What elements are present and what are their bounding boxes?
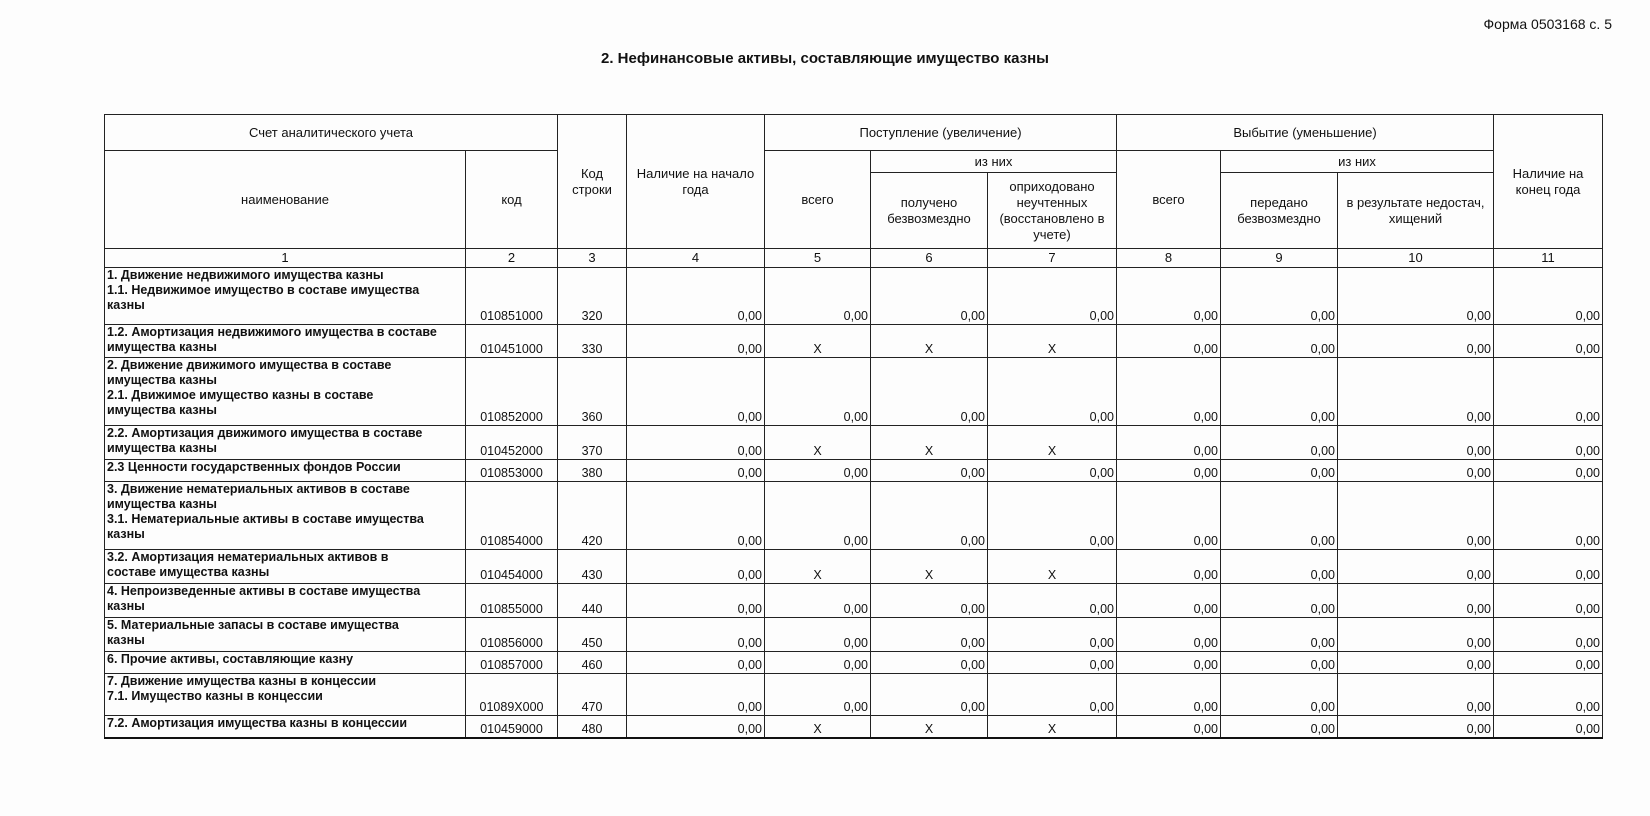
value-cell: 0,00: [627, 460, 765, 482]
disposal-total-header: всего: [1117, 151, 1221, 249]
value-cell: 0,00: [1117, 358, 1221, 426]
value-cell: 0,00: [1117, 618, 1221, 652]
row-name-line: 2. Движение движимого имущества в составе: [107, 358, 392, 372]
value-cell: 0,00: [1338, 268, 1494, 325]
line-code: 330: [558, 325, 627, 358]
value-cell: 0,00: [627, 268, 765, 325]
row-name-line: 3. Движение нематериальных активов в составе: [107, 482, 410, 496]
value-cell: X: [765, 325, 871, 358]
value-cell: 0,00: [1221, 426, 1338, 460]
table-row: [105, 584, 1603, 618]
value-cell: 0,00: [1494, 716, 1603, 738]
account-code: 010452000: [466, 426, 558, 460]
account-code: 010851000: [466, 268, 558, 325]
value-cell: 0,00: [1338, 550, 1494, 584]
row-name-line: 7.2. Амортизация имущества казны в концессии: [107, 716, 407, 730]
begin-balance-header: Наличие на начало года: [627, 115, 765, 249]
row-name-line: имущества казны: [107, 441, 217, 455]
value-cell: 0,00: [1338, 358, 1494, 426]
value-cell: 0,00: [627, 482, 765, 550]
value-cell: 0,00: [627, 426, 765, 460]
transferred-free-header: передано безвозмездно: [1221, 173, 1338, 249]
value-cell: 0,00: [988, 584, 1117, 618]
value-cell: 0,00: [627, 584, 765, 618]
value-cell: 0,00: [1338, 716, 1494, 738]
value-cell: 0,00: [1221, 674, 1338, 716]
value-cell: 0,00: [1117, 584, 1221, 618]
row-name: [105, 460, 466, 482]
line-code: 360: [558, 358, 627, 426]
row-name-line: 6. Прочие активы, составляющие казну: [107, 652, 354, 666]
receipt-header: Поступление (увеличение): [765, 115, 1117, 151]
value-cell: 0,00: [627, 550, 765, 584]
section-title: 2. Нефинансовые активы, составляющие имущество казны: [601, 50, 1049, 67]
account-code: 010852000: [466, 358, 558, 426]
value-cell: 0,00: [627, 716, 765, 738]
row-name: [105, 482, 466, 550]
value-cell: 0,00: [988, 460, 1117, 482]
received-free-header: получено безвозмездно: [871, 173, 988, 249]
value-cell: X: [871, 550, 988, 584]
account-code: 010459000: [466, 716, 558, 738]
row-name-line: 1.1. Недвижимое имущество в составе имущества: [107, 283, 420, 297]
name-header: наименование: [105, 151, 466, 249]
row-name-line: имущества казны: [107, 403, 217, 417]
value-cell: 0,00: [1221, 325, 1338, 358]
table-row: [105, 268, 1603, 325]
value-cell: 0,00: [627, 652, 765, 674]
table-row: [105, 325, 1603, 358]
shortage-header: в результате недостач, хищений: [1338, 173, 1494, 249]
value-cell: 0,00: [765, 482, 871, 550]
row-name-line: 1. Движение недвижимого имущества казны: [107, 268, 384, 282]
value-cell: X: [765, 550, 871, 584]
line-code: 420: [558, 482, 627, 550]
table-row: [105, 426, 1603, 460]
account-code: 010853000: [466, 460, 558, 482]
value-cell: 0,00: [765, 460, 871, 482]
value-cell: 0,00: [1338, 426, 1494, 460]
value-cell: 0,00: [988, 674, 1117, 716]
value-cell: 0,00: [1494, 358, 1603, 426]
table-row: [105, 460, 1603, 482]
value-cell: 0,00: [765, 358, 871, 426]
value-cell: 0,00: [1117, 268, 1221, 325]
assets-table: [104, 114, 1603, 739]
value-cell: 0,00: [1494, 652, 1603, 674]
value-cell: 0,00: [1117, 482, 1221, 550]
column-number: 7: [988, 249, 1117, 268]
value-cell: 0,00: [765, 618, 871, 652]
value-cell: X: [871, 325, 988, 358]
column-number: 1: [105, 249, 466, 268]
column-number: 2: [466, 249, 558, 268]
account-code: 01089Х000: [466, 674, 558, 716]
row-name: [105, 325, 466, 358]
value-cell: 0,00: [1221, 584, 1338, 618]
value-cell: 0,00: [1494, 325, 1603, 358]
table-row: [105, 482, 1603, 550]
value-cell: 0,00: [1117, 325, 1221, 358]
table-row: [105, 618, 1603, 652]
line-code: 380: [558, 460, 627, 482]
value-cell: 0,00: [871, 358, 988, 426]
value-cell: 0,00: [1338, 460, 1494, 482]
value-cell: 0,00: [1221, 652, 1338, 674]
value-cell: 0,00: [1221, 482, 1338, 550]
column-number: 4: [627, 249, 765, 268]
value-cell: 0,00: [1494, 674, 1603, 716]
row-name-line: казны: [107, 298, 145, 312]
value-cell: X: [871, 426, 988, 460]
account-code: 010857000: [466, 652, 558, 674]
disposal-header: Выбытие (уменьшение): [1117, 115, 1494, 151]
value-cell: X: [765, 716, 871, 738]
row-name-line: 2.3 Ценности государственных фондов России: [107, 460, 401, 474]
value-cell: 0,00: [627, 358, 765, 426]
line-code: 440: [558, 584, 627, 618]
row-name: [105, 550, 466, 584]
disposal-of-which-header: из них: [1221, 151, 1494, 173]
row-name-line: 4. Непроизведенные активы в составе имущества: [107, 584, 421, 598]
value-cell: 0,00: [988, 268, 1117, 325]
value-cell: 0,00: [1494, 618, 1603, 652]
table-row: [105, 358, 1603, 426]
table-row: [105, 716, 1603, 738]
value-cell: 0,00: [871, 460, 988, 482]
line-code-header: Код строки: [558, 115, 627, 249]
value-cell: 0,00: [1494, 482, 1603, 550]
line-code: 460: [558, 652, 627, 674]
line-code: 450: [558, 618, 627, 652]
code-header: код: [466, 151, 558, 249]
value-cell: 0,00: [1117, 550, 1221, 584]
form-reference: Форма 0503168 с. 5: [1483, 16, 1612, 32]
value-cell: 0,00: [1117, 460, 1221, 482]
table-row: [105, 652, 1603, 674]
row-name-line: 3.2. Амортизация нематериальных активов в: [107, 550, 389, 564]
column-number: 9: [1221, 249, 1338, 268]
account-code: 010856000: [466, 618, 558, 652]
value-cell: X: [765, 426, 871, 460]
account-code: 010451000: [466, 325, 558, 358]
value-cell: 0,00: [988, 652, 1117, 674]
line-code: 480: [558, 716, 627, 738]
value-cell: 0,00: [1494, 584, 1603, 618]
column-number: 6: [871, 249, 988, 268]
row-name-line: 5. Материальные запасы в составе имущества: [107, 618, 399, 632]
column-number: 8: [1117, 249, 1221, 268]
table-row: [105, 550, 1603, 584]
row-name-line: 7.1. Имущество казны в концессии: [107, 689, 323, 703]
row-name: [105, 618, 466, 652]
account-code: 010855000: [466, 584, 558, 618]
row-name-line: 2.1. Движимое имущество казны в составе: [107, 388, 374, 402]
line-code: 320: [558, 268, 627, 325]
value-cell: 0,00: [871, 652, 988, 674]
value-cell: X: [988, 550, 1117, 584]
value-cell: 0,00: [1338, 652, 1494, 674]
value-cell: 0,00: [871, 618, 988, 652]
value-cell: 0,00: [1117, 716, 1221, 738]
table-row: [105, 674, 1603, 716]
value-cell: X: [988, 716, 1117, 738]
value-cell: X: [988, 325, 1117, 358]
row-name: [105, 268, 466, 325]
value-cell: 0,00: [1117, 426, 1221, 460]
row-name-line: казны: [107, 599, 145, 613]
column-number: 3: [558, 249, 627, 268]
value-cell: 0,00: [1494, 268, 1603, 325]
value-cell: 0,00: [1338, 618, 1494, 652]
line-code: 370: [558, 426, 627, 460]
value-cell: 0,00: [627, 618, 765, 652]
row-name-line: 7. Движение имущества казны в концессии: [107, 674, 377, 688]
value-cell: X: [871, 716, 988, 738]
value-cell: 0,00: [1338, 674, 1494, 716]
account-code: 010454000: [466, 550, 558, 584]
value-cell: 0,00: [1338, 482, 1494, 550]
value-cell: 0,00: [1221, 716, 1338, 738]
row-name-line: казны: [107, 633, 145, 647]
receipt-of-which-header: из них: [871, 151, 1117, 173]
row-name: [105, 584, 466, 618]
account-header: Счет аналитического учета: [105, 115, 558, 151]
value-cell: 0,00: [765, 652, 871, 674]
value-cell: 0,00: [988, 482, 1117, 550]
end-balance-header: Наличие на конец года: [1494, 115, 1603, 249]
value-cell: 0,00: [627, 325, 765, 358]
row-name-line: имущества казны: [107, 373, 217, 387]
value-cell: 0,00: [1117, 674, 1221, 716]
column-number: 11: [1494, 249, 1603, 268]
row-name-line: 2.2. Амортизация движимого имущества в составе: [107, 426, 423, 440]
value-cell: 0,00: [1494, 460, 1603, 482]
line-code: 430: [558, 550, 627, 584]
value-cell: 0,00: [1221, 358, 1338, 426]
value-cell: 0,00: [871, 268, 988, 325]
value-cell: 0,00: [871, 674, 988, 716]
row-name-line: 3.1. Нематериальные активы в составе имущества: [107, 512, 424, 526]
value-cell: 0,00: [1221, 268, 1338, 325]
value-cell: 0,00: [1494, 426, 1603, 460]
value-cell: 0,00: [1117, 652, 1221, 674]
value-cell: 0,00: [871, 482, 988, 550]
column-number: 10: [1338, 249, 1494, 268]
value-cell: 0,00: [1494, 550, 1603, 584]
row-name-line: составе имущества казны: [107, 565, 270, 579]
value-cell: 0,00: [765, 674, 871, 716]
value-cell: 0,00: [1221, 460, 1338, 482]
receipt-total-header: всего: [765, 151, 871, 249]
row-name: [105, 652, 466, 674]
row-name: [105, 426, 466, 460]
value-cell: X: [988, 426, 1117, 460]
value-cell: 0,00: [765, 584, 871, 618]
value-cell: 0,00: [1221, 550, 1338, 584]
value-cell: 0,00: [1221, 618, 1338, 652]
row-name-line: казны: [107, 527, 145, 541]
value-cell: 0,00: [1338, 584, 1494, 618]
value-cell: 0,00: [871, 584, 988, 618]
row-name-line: имущества казны: [107, 340, 217, 354]
unrecorded-header: оприходовано неучтенных (восстановлено в учете): [988, 173, 1117, 249]
value-cell: 0,00: [1338, 325, 1494, 358]
row-name-line: имущества казны: [107, 497, 217, 511]
value-cell: 0,00: [988, 618, 1117, 652]
value-cell: 0,00: [988, 358, 1117, 426]
value-cell: 0,00: [627, 674, 765, 716]
column-number: 5: [765, 249, 871, 268]
row-name: [105, 358, 466, 426]
line-code: 470: [558, 674, 627, 716]
row-name-line: 1.2. Амортизация недвижимого имущества в составе: [107, 325, 437, 339]
value-cell: 0,00: [765, 268, 871, 325]
row-name: [105, 674, 466, 716]
account-code: 010854000: [466, 482, 558, 550]
row-name: [105, 716, 466, 738]
